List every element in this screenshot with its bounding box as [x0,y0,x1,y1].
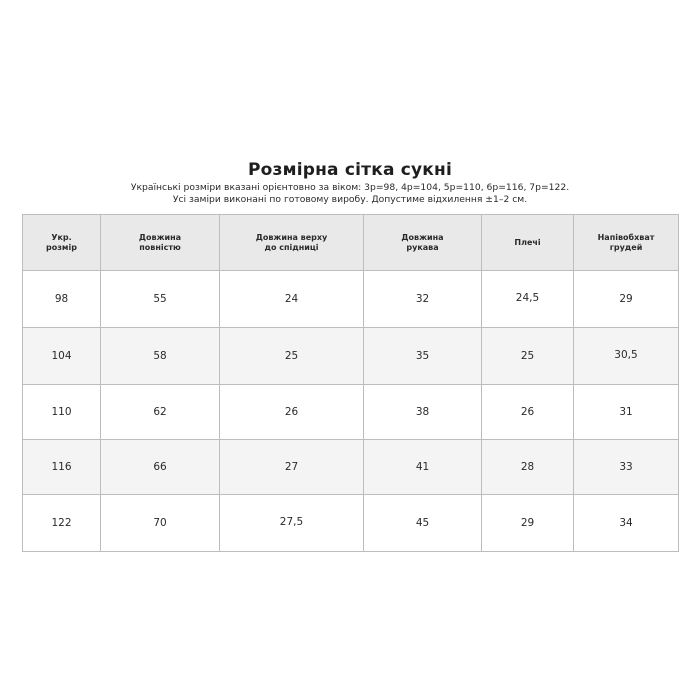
header-full-length-line-1: Довжина [138,232,182,242]
cell-size: 122 [23,495,101,552]
cell-top-length: 24 [220,271,364,328]
cell-top-length: 27 [220,440,364,495]
cell-full-length: 55 [101,271,220,328]
size-table [22,214,679,552]
header-top-length-line-1: Довжина верху [255,232,328,242]
cell-shoulders: 26 [482,385,574,440]
table-header-row [23,215,679,271]
cell-half-chest: 29 [574,271,679,328]
cell-size: 98 [23,271,101,328]
header-size [23,215,101,271]
cell-sleeve-length: 38 [364,385,482,440]
cell-shoulders: 29 [482,495,574,552]
cell-top-length: 25 [220,328,364,385]
cell-half-chest: 31 [574,385,679,440]
header-half-chest-line-1: Напівобхват [597,232,655,242]
cell-size: 116 [23,440,101,495]
subtitle-line-1: Українські розміри вказані орієнтовно за віком: 3р=98, 4р=104, 5р=110, 6р=116, 7р=122. [130,182,570,193]
cell-full-length: 58 [101,328,220,385]
header-half-chest [574,215,679,271]
header-shoulders [482,215,574,271]
cell-half-chest: 34 [574,495,679,552]
header-shoulders-line-1: Плечі [514,237,541,247]
cell-shoulders: 25 [482,328,574,385]
table-row [23,271,679,328]
cell-half-chest: 33 [574,440,679,495]
cell-full-length: 66 [101,440,220,495]
header-sleeve-length-line-1: Довжина [401,232,444,242]
cell-size: 110 [23,385,101,440]
table-row [23,495,679,552]
cell-size: 104 [23,328,101,385]
table-row [23,440,679,495]
header-size-line-2: розмір [46,242,77,252]
header-sleeve-length-line-2: рукава [406,242,439,252]
cell-sleeve-length: 32 [364,271,482,328]
cell-sleeve-length: 35 [364,328,482,385]
cell-sleeve-length: 41 [364,440,482,495]
subtitle-line-2: Усі заміри виконані по готовому виробу. Допустиме відхилення ±1–2 см. [172,194,528,205]
header-sleeve-length [364,215,482,271]
cell-top-length: 27,5 [220,495,364,552]
header-top-length [220,215,364,271]
table-row [23,385,679,440]
header-full-length [101,215,220,271]
header-full-length-line-2: повністю [139,242,181,252]
header-half-chest-line-2: грудей [609,242,643,252]
cell-sleeve-length: 45 [364,495,482,552]
header-top-length-line-2: до спідниці [264,242,319,252]
cell-shoulders: 24,5 [482,271,574,328]
table-row [23,328,679,385]
cell-half-chest: 30,5 [574,328,679,385]
cell-shoulders: 28 [482,440,574,495]
cell-full-length: 70 [101,495,220,552]
page-title: Розмірна сітка сукні [248,160,452,180]
header-size-line-1: Укр. [51,232,72,242]
cell-full-length: 62 [101,385,220,440]
cell-top-length: 26 [220,385,364,440]
